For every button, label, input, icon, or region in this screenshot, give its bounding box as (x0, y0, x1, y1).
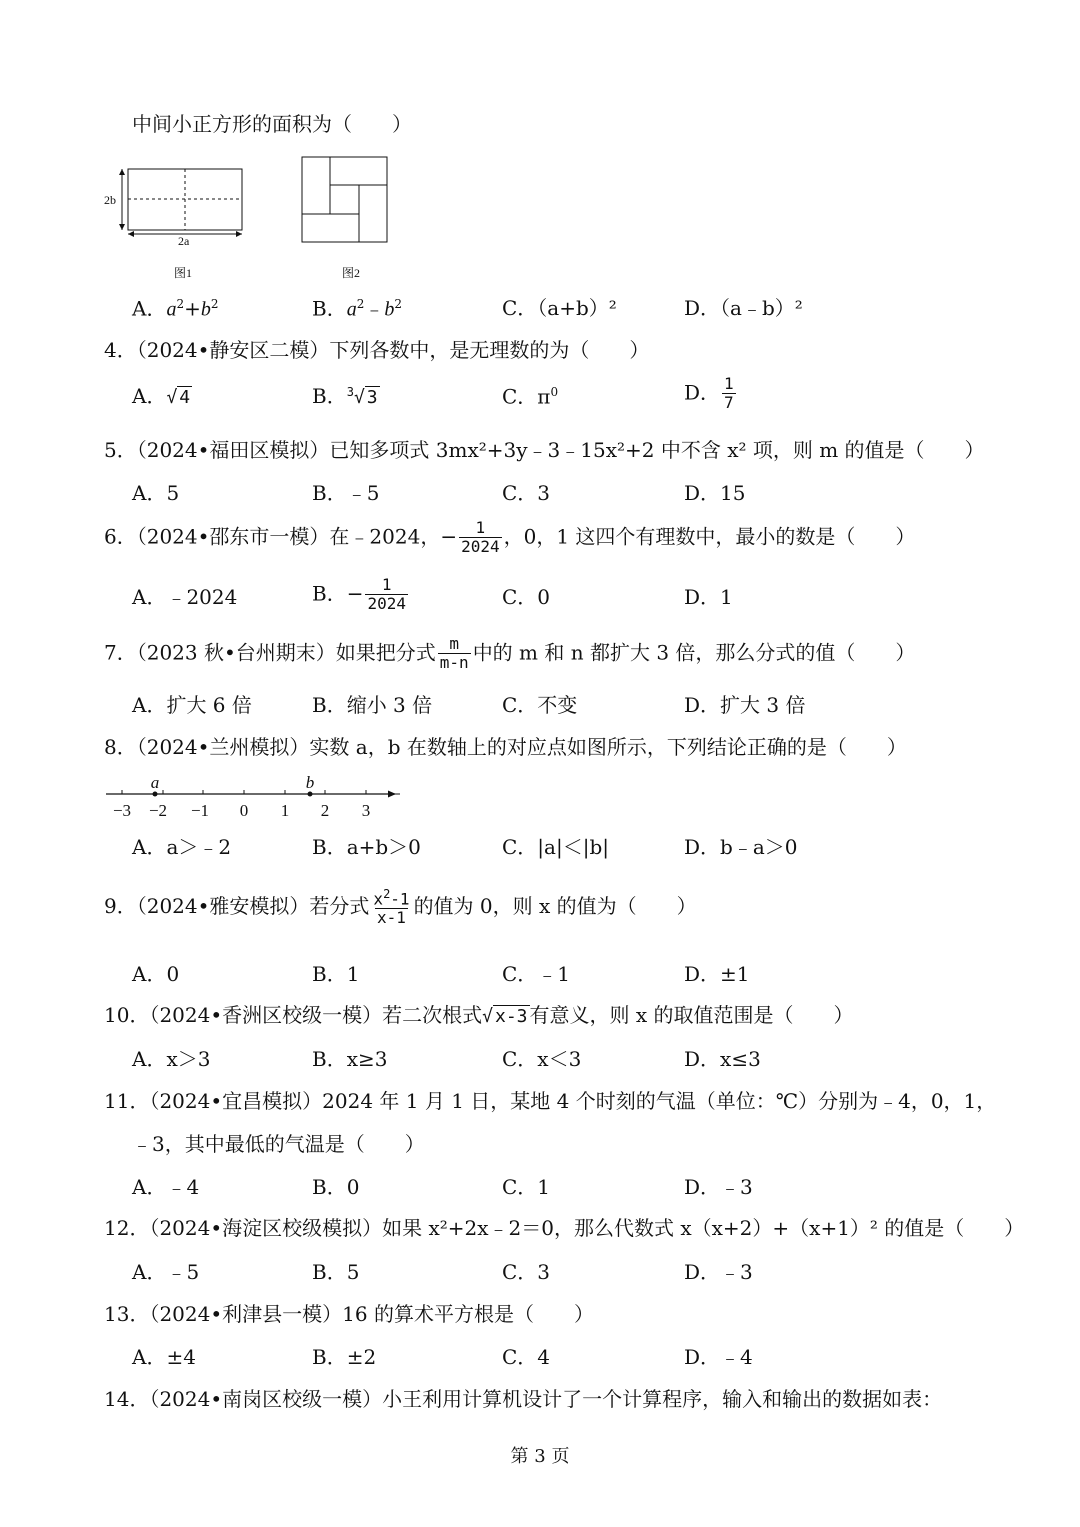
q9-option-d: D．±1 (684, 962, 750, 986)
question-9: 9．（2024•雅安模拟）若分式 $\frac{x^2-1}{x-1}$ 的值为 0，则 x 的值为（ ） (104, 887, 697, 928)
figure-2-caption: 图2 (342, 266, 361, 280)
q5-option-a: A．5 (132, 481, 180, 505)
q10-option-a: A．x＞3 (132, 1047, 211, 1071)
q5-option-c: C．3 (502, 481, 551, 505)
q7-option-b: B．缩小 3 倍 (312, 693, 433, 717)
q10-option-b: B．x≥3 (312, 1047, 388, 1071)
q11-option-c: C．1 (502, 1175, 551, 1199)
question-7: 7．（2023 秋•台州期末）如果把分式 $\frac{m}{m-n}$ 中的 m 和 n 都扩大 3 倍，那么分式的值（ ） (104, 634, 916, 672)
numberline-tick-label: 1 (280, 801, 290, 820)
numberline-tick-label: −3 (112, 801, 132, 820)
q3-option-a: A．$a^2+b^2$ (132, 296, 219, 321)
q12-option-c: C．3 (502, 1260, 551, 1284)
q9-option-c: C．﹣1 (502, 962, 571, 986)
q8-option-a: A．a＞﹣2 (132, 835, 232, 859)
q13-option-a: A．±4 (132, 1345, 196, 1369)
numberline-tick-label: 2 (320, 801, 330, 820)
q11-option-a: A．﹣4 (132, 1175, 200, 1199)
question-8: 8．（2024•兰州模拟）实数 a，b 在数轴上的对应点如图所示，下列结论正确的是（ ） (104, 735, 907, 759)
question-12: 12．（2024•海淀区校级模拟）如果 x²+2x﹣2＝0，那么代数式 x（x+2）+（x+1）² 的值是（ ） (104, 1216, 1025, 1240)
q13-option-b: B．±2 (312, 1345, 377, 1369)
q6-option-b: B．− $\frac{1}{2024}$ (312, 575, 406, 613)
q8-option-c: C．|a|＜|b| (502, 835, 609, 859)
question-stem: 中间小正方形的面积为（ ） (132, 112, 412, 136)
question-13: 13．（2024•利津县一模）16 的算术平方根是（ ） (104, 1302, 594, 1326)
q11-option-d: D．﹣3 (684, 1175, 753, 1199)
q13-option-c: C．4 (502, 1345, 551, 1369)
question-5: 5．（2024•福田区模拟）已知多项式 3mx²+3y﹣3﹣15x²+2 中不含 x² 项，则 m 的值是（ ） (104, 438, 985, 462)
question-10: 10．（2024•香洲区校级一模）若二次根式√ x-3 有意义，则 x 的取值范围是（ ） (104, 1003, 854, 1027)
q6-option-d: D．1 (684, 585, 733, 609)
numberline-point-b: b (305, 773, 315, 792)
q5-option-b: B．﹣5 (312, 481, 380, 505)
q3-option-c: C．（a+b）² (502, 296, 617, 320)
q9-option-a: A．0 (132, 962, 180, 986)
q7-option-a: A．扩大 6 倍 (132, 693, 252, 717)
q11-option-b: B．0 (312, 1175, 360, 1199)
q10-option-c: C．x＜3 (502, 1047, 582, 1071)
q8-option-b: B．a+b＞0 (312, 835, 421, 859)
numberline-tick-label: −2 (148, 801, 168, 820)
q3-option-b: B．$a^2﹣b^2$ (312, 296, 402, 321)
q4-option-a: A．√ 4 (132, 384, 191, 408)
q4-option-b: B．$^3$√ 3 (312, 384, 378, 408)
q8-option-d: D．b﹣a＞0 (684, 835, 798, 859)
numberline-tick-label: 3 (361, 801, 371, 820)
q13-option-d: D．﹣4 (684, 1345, 753, 1369)
numberline-point-a: a (150, 773, 160, 792)
q4-option-c: C．$\pi^0$ (502, 384, 559, 409)
q12-option-b: B．5 (312, 1260, 360, 1284)
q10-option-d: D．x≤3 (684, 1047, 761, 1071)
q6-option-a: A．﹣2024 (132, 585, 238, 609)
numberline-tick-label: −1 (190, 801, 210, 820)
question-11: 11．（2024•宜昌模拟）2024 年 1 月 1 日，某地 4 个时刻的气温（单位：℃）分别为﹣4，0，1， (104, 1089, 997, 1113)
number-line (100, 772, 400, 820)
q9-option-b: B．1 (312, 962, 360, 986)
q6-option-c: C．0 (502, 585, 551, 609)
question-4: 4．（2024•静安区二模）下列各数中，是无理数的为（ ） (104, 338, 650, 362)
question-6: 6．（2024•邵东市一模）在﹣2024，− $\frac{1}{2024}$ ，0，1 这四个有理数中，最小的数是（ ） (104, 518, 916, 556)
q7-option-d: D．扩大 3 倍 (684, 693, 806, 717)
question-14: 14．（2024•南岗区校级一模）小王利用计算机设计了一个计算程序，输入和输出的数据如表： (104, 1387, 943, 1411)
q3-option-d: D．（a﹣b）² (684, 296, 803, 320)
figure-2-square (300, 155, 390, 245)
figure-1-width-label: 2a (178, 234, 190, 248)
q4-option-d: D． $\frac{1}{7}$ (684, 374, 734, 412)
q12-option-a: A．﹣5 (132, 1260, 200, 1284)
q5-option-d: D．15 (684, 481, 746, 505)
figure-1-caption: 图1 (174, 266, 193, 280)
page-number: 第 3 页 (510, 1446, 570, 1467)
numberline-tick-label: 0 (239, 801, 249, 820)
q7-option-c: C．不变 (502, 693, 578, 717)
question-11-continued: ﹣3，其中最低的气温是（ ） (132, 1132, 425, 1156)
figure-1-height-label: 2b (104, 193, 116, 207)
q12-option-d: D．﹣3 (684, 1260, 753, 1284)
